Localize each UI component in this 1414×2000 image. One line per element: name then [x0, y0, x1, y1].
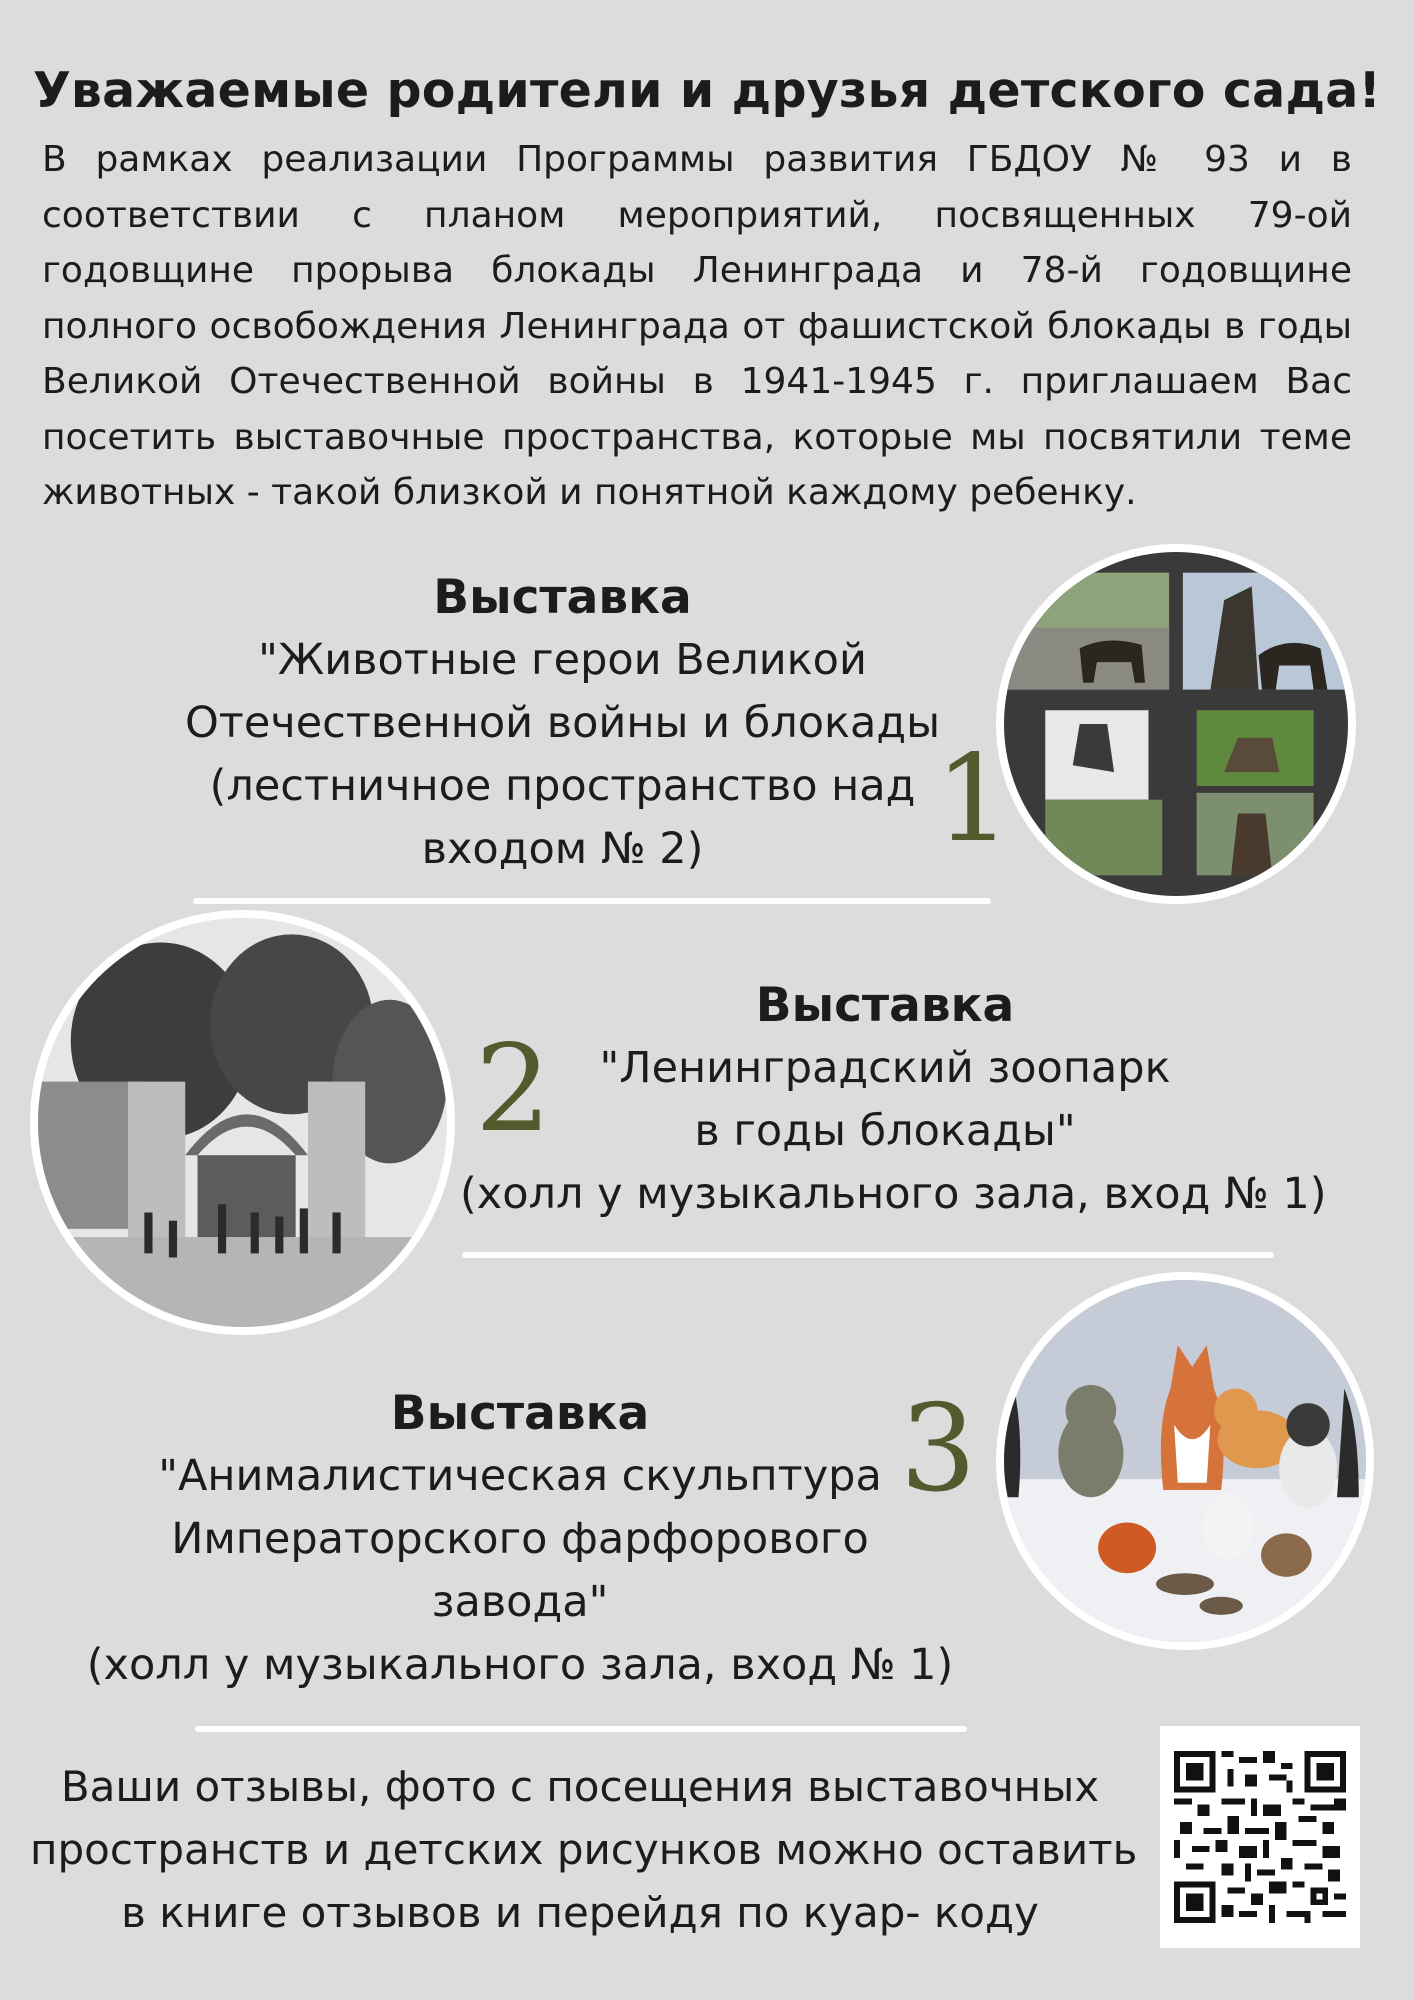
feedback-line: в книге отзывов и перейдя по куар- коду: [121, 1888, 1039, 1937]
exhibition-1-line: (лестничное пространство над: [209, 761, 916, 811]
exhibition-3-line: (холл у музыкального зала, вход № 1): [86, 1640, 954, 1690]
exhibition-1-heading: Выставка: [433, 570, 692, 625]
exhibition-2-line: (холл у музыкального зала, вход № 1): [460, 1169, 1327, 1219]
exhibition-2-number: 2: [475, 1020, 552, 1159]
exhibition-3-photo: [996, 1272, 1374, 1650]
exhibition-2-line: "Ленинградский зоопарк: [599, 1043, 1171, 1093]
porcelain-figurines-image: [1004, 1280, 1366, 1642]
zoo-gate-image: [38, 918, 447, 1327]
monuments-collage-image: [1004, 552, 1348, 896]
exhibition-3-line: "Анималистическая скульптура: [158, 1451, 882, 1501]
exhibition-3-line: завода": [431, 1577, 609, 1627]
exhibition-3-heading: Выставка: [390, 1386, 650, 1441]
page-title: Уважаемые родители и друзья детского сада!: [32, 62, 1382, 119]
divider-rule: [462, 1252, 1274, 1258]
exhibition-1-line: Отечественной войны и блокады: [184, 698, 941, 748]
exhibition-2-photo: [30, 910, 455, 1335]
exhibition-2-line: в годы блокады": [694, 1106, 1076, 1156]
exhibition-1-line: "Животные герои Великой: [258, 635, 867, 685]
divider-rule: [195, 1726, 967, 1732]
feedback-line: пространств и детских рисунков можно оставить: [30, 1825, 1138, 1874]
exhibition-1-photo: [996, 544, 1356, 904]
exhibition-3-line: Императорского фарфорового: [171, 1514, 869, 1564]
exhibition-1-text: [150, 566, 975, 881]
exhibition-3-number: 3: [900, 1380, 977, 1519]
exhibition-1-number: 1: [935, 730, 1012, 869]
intro-paragraph: В рамках реализации Программы развития ГБДОУ № 93 и в соответствии с планом мероприятий, посвященных 79-ой годовщине прорыва блокады Ленинграда и 78-й годовщине полного освобождения Ленинграда от фашистской блокады в годы Великой Отечественной войны в 1941-1945 г. приглашаем Вас посетить выставочные пространства, которые мы посвятили теме животных - такой близкой и понятной каждому ребенку.: [42, 139, 1352, 513]
divider-rule: [193, 898, 991, 904]
exhibition-2-text: [460, 974, 1327, 1226]
exhibition-3-text: [60, 1382, 980, 1697]
exhibition-2-heading: Выставка: [755, 978, 1015, 1033]
exhibition-1-line: входом № 2): [421, 824, 704, 874]
qr-code-icon: [1174, 1746, 1346, 1928]
feedback-text: [30, 1755, 1138, 1944]
feedback-line: Ваши отзывы, фото с посещения выставочных: [60, 1762, 1100, 1811]
qr-code[interactable]: [1160, 1726, 1360, 1948]
